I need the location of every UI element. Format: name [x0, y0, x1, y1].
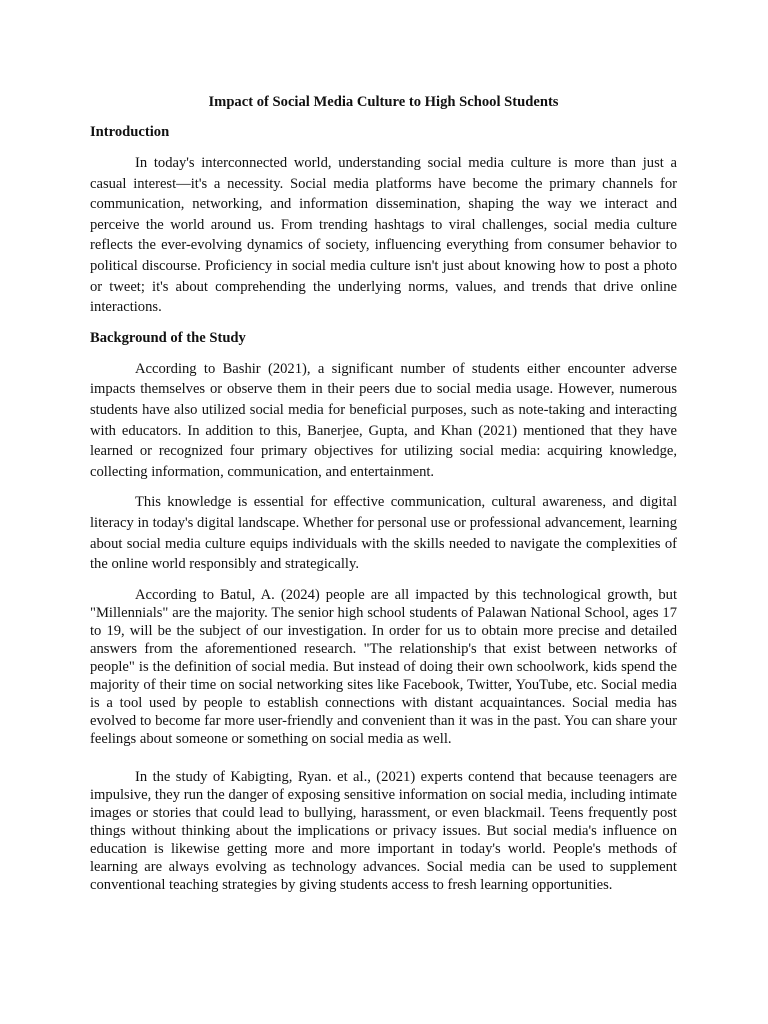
introduction-heading: Introduction: [90, 124, 170, 140]
document-title: Impact of Social Media Culture to High School Students: [208, 94, 559, 110]
background-heading: Background of the Study: [90, 329, 246, 346]
background-paragraph-1: According to Bashir (2021), a significant number of students either encounter adverse impacts themselves or observe them in their peers due to social media usage. However, numerous students have also utilized social media for beneficial purposes, such as note-taking and interacting with educators. In addition to this, Banerjee, Gupta, and Khan (2021) mentioned that they have learned or recognized four primary objectives for utilizing social media: acquiring knowledge, collecting information, communication, and entertainment.: [90, 360, 677, 480]
background-paragraph-2: This knowledge is essential for effective communication, cultural awareness, and digital literacy in today's digital landscape. Whether for personal use or professional advancement, learning about social media culture equips individuals with the skills needed to navigate the complexities of the online world responsibly and strategically.: [90, 494, 677, 573]
background-paragraph-3: According to Batul, A. (2024) people are all impacted by this technological growth, but "Millennials" are the majority. The senior high school students of Palawan National School, ages 17 to 19, will be the subject of our investigation. In order for us to obtain more precise and detailed answers from the aforementioned research. "The relationship's that exist between networks of people" is the definition of social media. But instead of doing their own schoolwork, kids spend the majority of their time on social networking sites like Facebook, Twitter, YouTube, etc. Social media is a tool used by people to establish connections with distant acquaintances. Social media has evolved to become far more user-friendly and convenient than it was in the past. You can share your feelings about someone or something on social media as well.: [90, 586, 677, 748]
document-page: [90, 92, 677, 894]
background-paragraph-4: In the study of Kabigting, Ryan. et al., (2021) experts contend that because teenagers are impulsive, they run the danger of exposing sensitive information on social media, including intimate images or stories that could lead to bullying, harassment, or even blackmail. Teens frequently post things without thinking about the implications or privacy issues. But social media's influence on education is likewise getting more and more important in today's world. People's methods of learning are always evolving as technology advances. Social media can be used to supplement conventional teaching strategies by giving students access to fresh learning opportunities.: [90, 769, 677, 894]
introduction-paragraph: In today's interconnected world, understanding social media culture is more than just a casual interest—it's a necessity. Social media platforms have become the primary channels for communication, networking, and information dissemination, shaping the way we interact and perceive the world around us. From trending hashtags to viral challenges, social media culture reflects the ever-evolving dynamics of society, influencing everything from consumer behavior to political discourse. Proficiency in social media culture isn't just about knowing how to post a photo or tweet; it's about comprehending the underlying norms, values, and trends that drive online interactions.: [90, 155, 677, 316]
